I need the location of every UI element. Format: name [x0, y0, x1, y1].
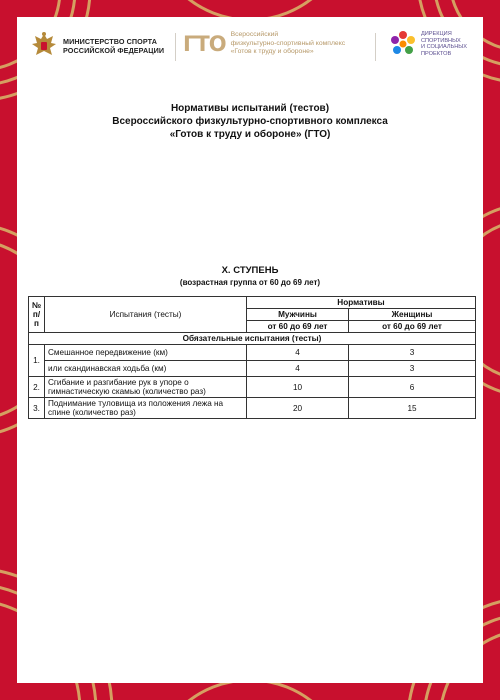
- men-value: 4: [247, 345, 349, 361]
- gto-text-line1: Всероссийский: [230, 31, 279, 38]
- gto-text-line2: физкультурно-спортивный комплекс: [230, 39, 346, 47]
- document-title: [17, 102, 483, 141]
- row-num: 3.: [29, 398, 45, 419]
- test-name: Сгибание и разгибание рук в упоре о гимнастическую скамью (количество раз): [45, 377, 247, 398]
- women-value: 3: [349, 361, 476, 377]
- directorate-line4: ПРОЕКТОВ: [421, 50, 452, 57]
- gto-text-line3: «Готов к труду и обороне»: [230, 48, 314, 55]
- age-group: (возрастная группа от 60 до 69 лет): [179, 278, 321, 287]
- men-value: 20: [247, 398, 349, 419]
- directorate-logo: [389, 30, 467, 58]
- ministry-logo: [31, 31, 164, 61]
- col-header-age-women: от 60 до 69 лет: [349, 321, 476, 333]
- title-line1: Нормативы испытаний (тестов): [170, 103, 330, 114]
- test-name: или скандинавская ходьба (км): [45, 361, 247, 377]
- divider: [375, 33, 376, 61]
- colorful-star-icon: [389, 30, 417, 58]
- col-header-men: Мужчины: [247, 309, 349, 321]
- norms-table: [28, 296, 476, 419]
- table-row: [29, 398, 476, 419]
- men-value: 4: [247, 361, 349, 377]
- ministry-name-line2: РОССИЙСКОЙ ФЕДЕРАЦИИ: [63, 46, 165, 55]
- row-num: 1.: [29, 345, 45, 377]
- gto-mark: ГТО: [183, 31, 226, 56]
- col-header-test: Испытания (тесты): [45, 297, 247, 333]
- stage-title: X. СТУПЕНЬ: [221, 265, 279, 276]
- title-line2: Всероссийского физкультурно-спортивного комплекса: [112, 116, 388, 127]
- ministry-name-line1: МИНИСТЕРСТВО СПОРТА: [63, 37, 157, 46]
- women-value: 3: [349, 345, 476, 361]
- section-title: Обязательные испытания (тесты): [29, 333, 476, 345]
- col-header-num: № п/п: [29, 297, 45, 333]
- gto-logo: [183, 31, 345, 57]
- stage-heading: [17, 265, 483, 288]
- col-header-women: Женщины: [349, 309, 476, 321]
- col-header-age-men: от 60 до 69 лет: [247, 321, 349, 333]
- directorate-line2: СПОРТИВНЫХ: [421, 37, 461, 44]
- test-name: Поднимание туловища из положения лежа на спине (количество раз): [45, 398, 247, 419]
- directorate-line3: И СОЦИАЛЬНЫХ: [421, 44, 467, 50]
- title-line3: «Готов к труду и обороне» (ГТО): [169, 129, 331, 140]
- women-value: 6: [349, 377, 476, 398]
- eagle-emblem-icon: [31, 31, 57, 61]
- table-row: [29, 345, 476, 361]
- col-header-norms: Нормативы: [247, 297, 476, 309]
- row-num: 2.: [29, 377, 45, 398]
- document-sheet: [17, 17, 483, 683]
- section-row: [29, 333, 476, 345]
- header-logos: [17, 17, 483, 77]
- table-row: [29, 361, 476, 377]
- directorate-line1: ДИРЕКЦИЯ: [421, 31, 452, 37]
- test-name: Смешанное передвижение (км): [45, 345, 247, 361]
- divider: [175, 33, 176, 61]
- men-value: 10: [247, 377, 349, 398]
- table-row: [29, 377, 476, 398]
- table-header-row: [29, 297, 476, 309]
- women-value: 15: [349, 398, 476, 419]
